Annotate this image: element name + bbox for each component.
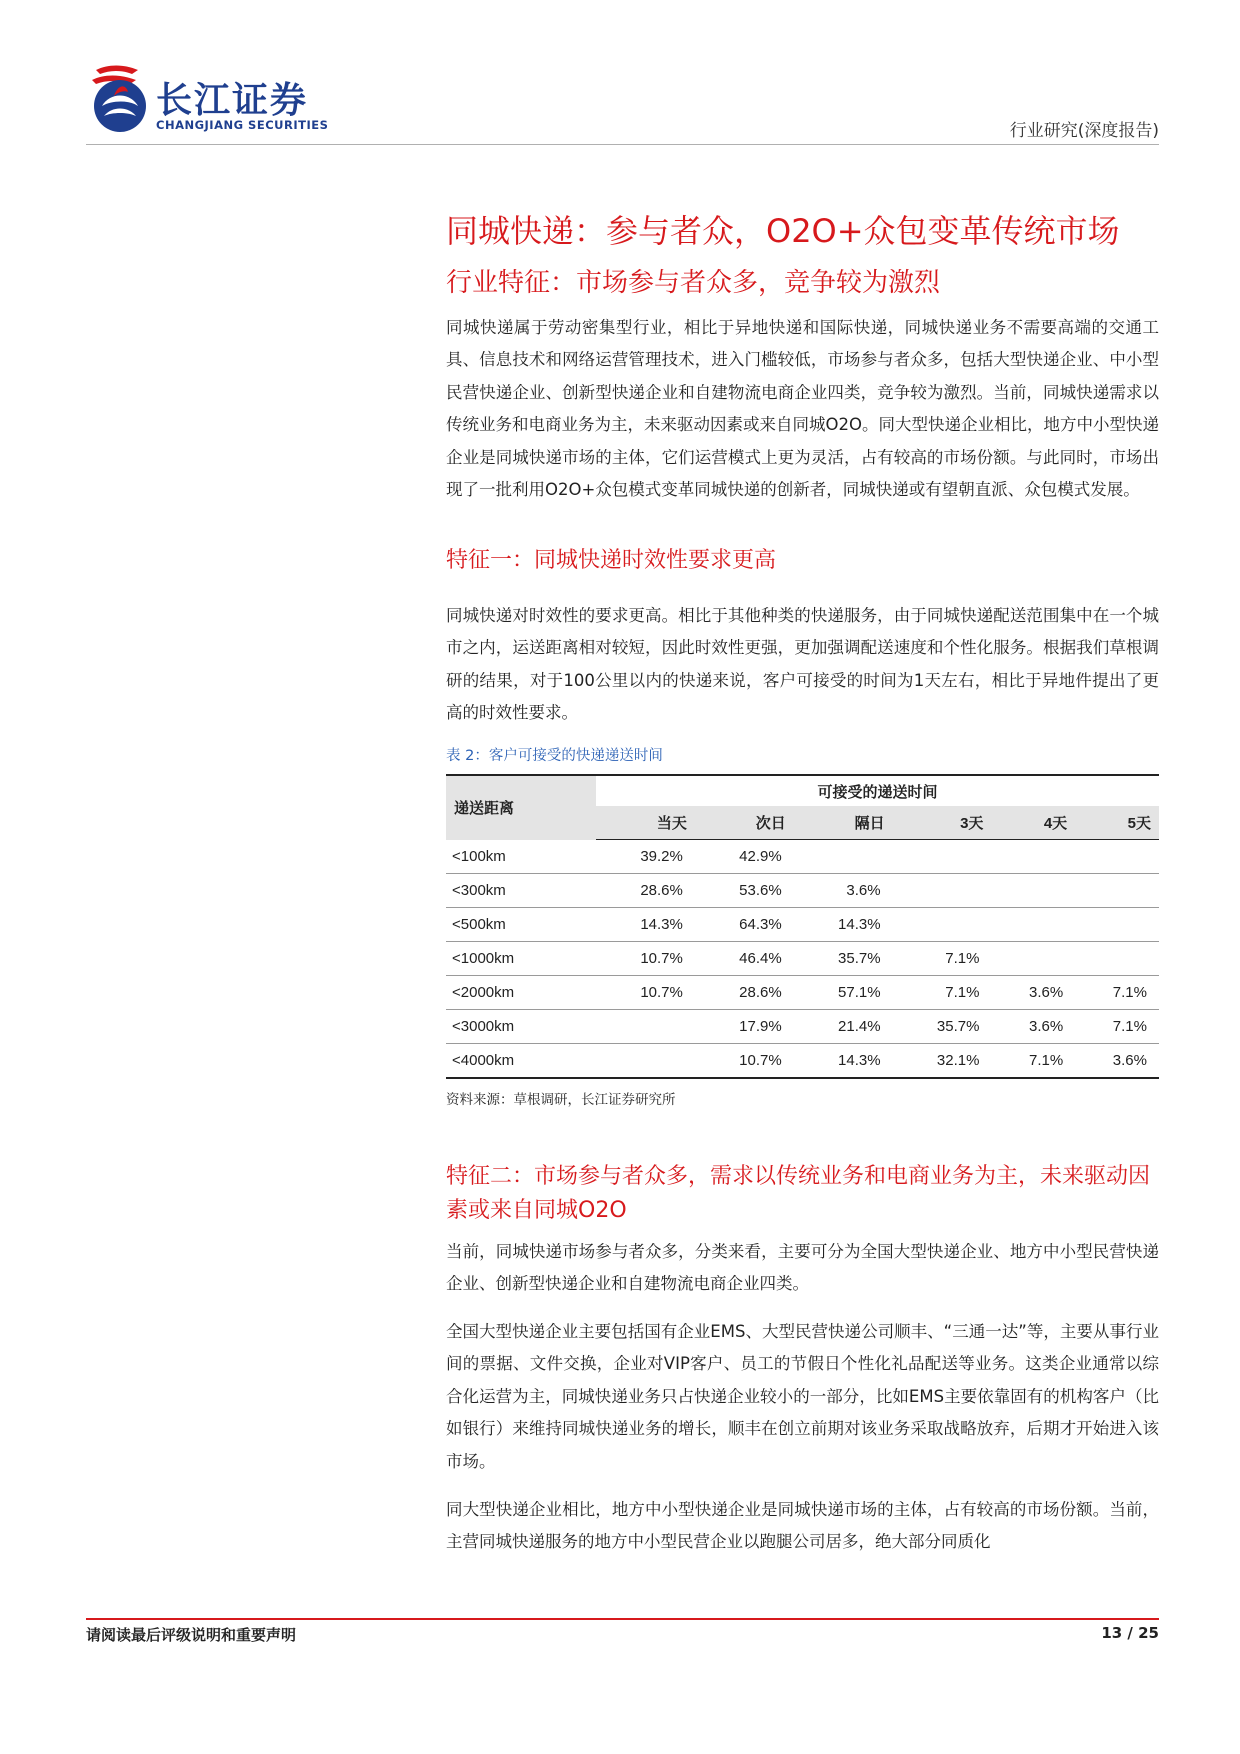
feature-2-paragraph-2: 全国大型快递企业主要包括国有企业EMS、大型民营快递公司顺丰、“三通一达”等，主要从事行业间的票据、文件交换，企业对VIP客户、员工的节假日个性化礼品配送等业务。这类企业通常以综合化运营为主，同城快递业务只占快递企业较小的一部分，比如EMS主要依靠固有的机构客户（比如银行）来维持同城快递业务的增长，顺丰在创立前期对该业务采取战略放弃，后期才开始进入该市场。 [446,1322,1159,1471]
table-row [446,874,1159,908]
table-cell: 14.3% [794,908,893,942]
table-cell [596,1010,695,1044]
table-cell-distance: <4000km [446,1044,596,1079]
table-cell [1075,874,1159,908]
table-cell: 14.3% [794,1044,893,1079]
logo-chinese-name: 长江证券 [156,80,309,121]
logo-english-name: CHANGJIANG SECURITIES [156,118,329,132]
column-header: 5天 [1075,806,1159,840]
feature-2-heading: 特征二：市场参与者众多，需求以传统业务和电商业务为主，未来驱动因素或来自同城O2O [446,1164,1151,1223]
table-cell-distance: <2000km [446,976,596,1010]
table-cell-distance: <1000km [446,942,596,976]
table-cell [1075,840,1159,874]
table-cell-distance: <3000km [446,1010,596,1044]
table-cell: 21.4% [794,1010,893,1044]
feature-2-paragraph-1: 当前，同城快递市场参与者众多，分类来看，主要可分为全国大型快递企业、地方中小型民营快递企业、创新型快递企业和自建物流电商企业四类。 [446,1242,1159,1294]
table-cell [794,840,893,874]
table-cell: 35.7% [893,1010,992,1044]
table-row [446,942,1159,976]
table-cell: 35.7% [794,942,893,976]
table-cell: 7.1% [893,942,992,976]
table-cell [1075,908,1159,942]
feature-2-paragraph-3: 同大型快递企业相比，地方中小型快递企业是同城快递市场的主体，占有较高的市场份额。当前，主营同城快递服务的地方中小型民营企业以跑腿公司居多，绝大部分同质化 [446,1500,1159,1552]
report-type-label: 行业研究(深度报告) [1009,121,1159,141]
table-cell-distance: <500km [446,908,596,942]
table-cell: 3.6% [794,874,893,908]
footer-disclaimer: 请阅读最后评级说明和重要声明 [86,1626,297,1644]
delivery-time-table [446,776,1159,1079]
table-cell: 42.9% [695,840,794,874]
table-cell: 53.6% [695,874,794,908]
table-cell: 7.1% [1075,976,1159,1010]
table-cell [991,942,1075,976]
table-cell [1075,942,1159,976]
table-cell: 17.9% [695,1010,794,1044]
table-row [446,908,1159,942]
table-cell [596,1044,695,1079]
table-cell: 14.3% [596,908,695,942]
table-cell: 3.6% [991,976,1075,1010]
table-row [446,1010,1159,1044]
feature-1-paragraph: 同城快递对时效性的要求更高。相比于其他种类的快递服务，由于同城快递配送范围集中在一个城市之内，运送距离相对较短，因此时效性更强，更加强调配送速度和个性化服务。根据我们草根调研的结果，对于100公里以内的快递来说，客户可接受的时间为1天左右，相比于异地件提出了更高的时效性要求。 [446,606,1159,723]
table-cell [991,908,1075,942]
table-row [446,976,1159,1010]
page-number: 13 / 25 [1101,1624,1159,1642]
column-header: 4天 [991,806,1075,840]
column-header: 隔日 [794,806,893,840]
table-cell: 64.3% [695,908,794,942]
table-cell: 7.1% [991,1044,1075,1079]
table-cell: 46.4% [695,942,794,976]
table-cell [991,874,1075,908]
table-cell: 10.7% [596,942,695,976]
table-cell-distance: <100km [446,840,596,874]
section-subtitle: 行业特征：市场参与者众多，竞争较为激烈 [446,268,941,298]
feature-1-heading: 特征一：同城快递时效性要求更高 [446,548,777,573]
table-cell: 57.1% [794,976,893,1010]
header-divider [86,144,1159,145]
table-cell: 3.6% [1075,1044,1159,1079]
table-cell: 39.2% [596,840,695,874]
table-cell: 7.1% [1075,1010,1159,1044]
table-cell: 10.7% [596,976,695,1010]
table-cell [893,908,992,942]
table-caption: 表 2：客户可接受的快递递送时间 [446,748,663,764]
table-source-note: 资料来源：草根调研，长江证券研究所 [446,1092,676,1108]
table-cell [893,874,992,908]
table-cell: 7.1% [893,976,992,1010]
column-header-distance: 递送距离 [446,776,596,840]
intro-paragraph: 同城快递属于劳动密集型行业，相比于异地快递和国际快递，同城快递业务不需要高端的交通工具、信息技术和网络运营管理技术，进入门槛较低，市场参与者众多，包括大型快递企业、中小型民营快递企业、创新型快递企业和自建物流电商企业四类，竞争较为激烈。当前，同城快递需求以传统业务和电商业务为主，未来驱动因素或来自同城O2O。同大型快递企业相比，地方中小型快递企业是同城快递市场的主体，它们运营模式上更为灵活，占有较高的市场份额。与此同时，市场出现了一批利用O2O+众包模式变革同城快递的创新者，同城快递或有望朝直派、众包模式发展。 [446,318,1159,500]
column-group-header: 可接受的递送时间 [596,776,1159,806]
section-title: 同城快递：参与者众，O2O+众包变革传统市场 [446,212,1120,250]
column-header: 次日 [695,806,794,840]
table-cell: 28.6% [695,976,794,1010]
column-header: 当天 [596,806,695,840]
table-cell [893,840,992,874]
table-cell: 32.1% [893,1044,992,1079]
table-cell-distance: <300km [446,874,596,908]
footer-divider [86,1618,1159,1620]
table-cell: 28.6% [596,874,695,908]
table-cell: 3.6% [991,1010,1075,1044]
table-cell: 10.7% [695,1044,794,1079]
table-row [446,840,1159,874]
column-header: 3天 [893,806,992,840]
logo-emblem-icon [92,66,146,133]
table-row [446,1044,1159,1079]
table-cell [991,840,1075,874]
